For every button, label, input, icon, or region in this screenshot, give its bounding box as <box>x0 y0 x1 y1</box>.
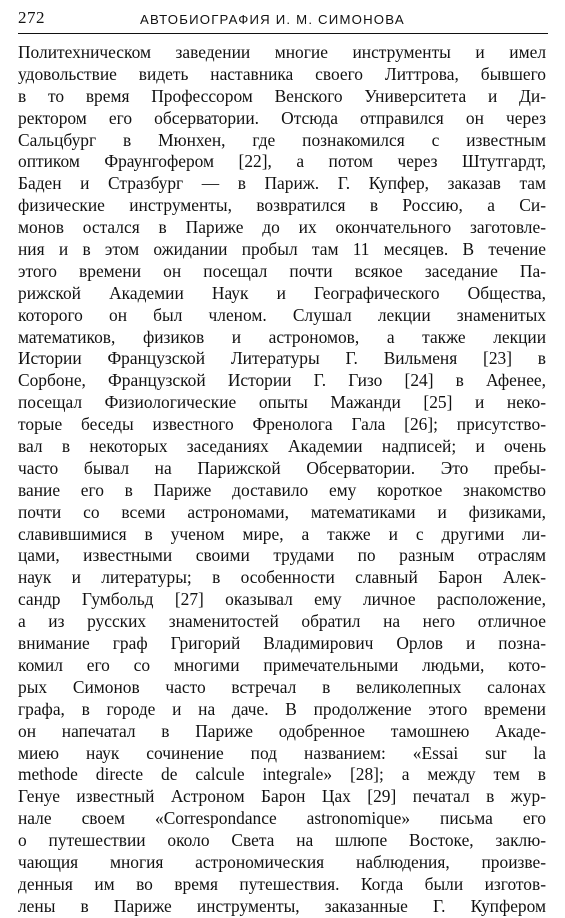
text-line: Истории Французской Литературы Г. Вильменя [23] в <box>18 348 546 369</box>
text-line: графа, в городе и на даче. В продолжение этого времени <box>18 698 546 719</box>
text-line: Генуе известный Астроном Барон Цах [29] печатал в жур- <box>18 786 546 807</box>
text-line: комил его со многими примечательными людьми, кото- <box>18 654 546 675</box>
text-line: Сорбоне, Французской Истории Г. Гизо [24] в Афенее, <box>18 370 546 391</box>
text-line: рижской Академии Наук и Географического Общества, <box>18 282 546 303</box>
page-number: 272 <box>18 8 45 27</box>
text-line: наук и литературы; в особенности славный Барон Алек- <box>18 567 546 588</box>
text-line: славившимися в ученом мире, а также и с другими ли- <box>18 523 546 544</box>
text-line: Баден и Стразбург — в Париж. Г. Купфер, заказав там <box>18 173 546 194</box>
text-line: денныя им во время путешествия. Когда были изготов- <box>18 873 546 894</box>
text-line: лены в Париже инструменты, заказанные Г. Купфером <box>18 895 546 916</box>
text-line: цами, известными своими трудами по разным отраслям <box>18 545 546 566</box>
text-line: оптиком Фраунгофером [22], а потом через Штутгардт, <box>18 151 546 172</box>
text-line: часто бывал на Парижской Обсерватории. Это пребы- <box>18 457 546 478</box>
text-line: рых Симонов часто встречал в великолепных салонах <box>18 676 546 697</box>
text-line: физические инструменты, возвратился в Россию, а Си- <box>18 195 546 216</box>
text-line: Политехническом заведении многие инструменты и имел <box>18 42 546 62</box>
text-line: удовольствие видеть наставника своего Литтрова, бывшего <box>18 63 546 84</box>
text-line: сандр Гумбольд [27] оказывал ему личное расположение, <box>18 589 546 610</box>
text-line: чающия многия астрономическия наблюдения, произве- <box>18 851 546 872</box>
text-line: посещал Физиологические опыты Мажанди [25] и неко- <box>18 392 546 413</box>
text-line: а из русских знаменитостей обратил на него отличное <box>18 611 546 632</box>
text-line: methode directe de calcule integrale» [28]; а между тем в <box>18 764 546 785</box>
text-line: миею наук сочинение под названием: «Essai sur la <box>18 742 546 763</box>
body-text <box>18 42 546 918</box>
text-line: о путешествии около Света на шлюпе Востоке, заклю- <box>18 830 546 851</box>
page-header <box>18 6 550 32</box>
text-line: этого времени он посещал почти всякое заседание Па- <box>18 260 546 281</box>
text-line: ректором его обсерватории. Отсюда отправился он через <box>18 107 546 128</box>
text-line: Сальцбург в Мюнхен, где познакомился с известным <box>18 129 546 150</box>
text-line: монов остался в Париже до их окончательного заготовле- <box>18 217 546 238</box>
text-line: вание его в Париже доставило ему короткое знакомство <box>18 479 546 500</box>
text-line: ния и в этом ожидании пробыл там 11 месяцев. В течение <box>18 239 546 260</box>
text-line: внимание граф Григорий Владимирович Орлов и позна- <box>18 633 546 654</box>
text-line: в то время Профессором Венского Университета и Ди- <box>18 85 546 106</box>
text-line: которого он был членом. Слушал лекции знаменитых <box>18 304 546 325</box>
text-line: торые беседы известного Френолога Гала [26]; присутство- <box>18 414 546 435</box>
text-line: вал в некоторых заседаниях Академии надписей; и очень <box>18 436 546 457</box>
text-line: почти со всеми астрономами, математиками и физиками, <box>18 501 546 522</box>
running-title: АВТОБИОГРАФИЯ И. М. СИМОНОВА <box>140 12 405 27</box>
text-line: нале своем «Correspondance astronomique» письма его <box>18 808 546 829</box>
text-line: он напечатал в Париже одобренное тамошнею Акаде- <box>18 720 546 741</box>
text-line: математиков, физиков и астрономов, а также лекции <box>18 326 546 347</box>
header-rule <box>18 33 548 34</box>
